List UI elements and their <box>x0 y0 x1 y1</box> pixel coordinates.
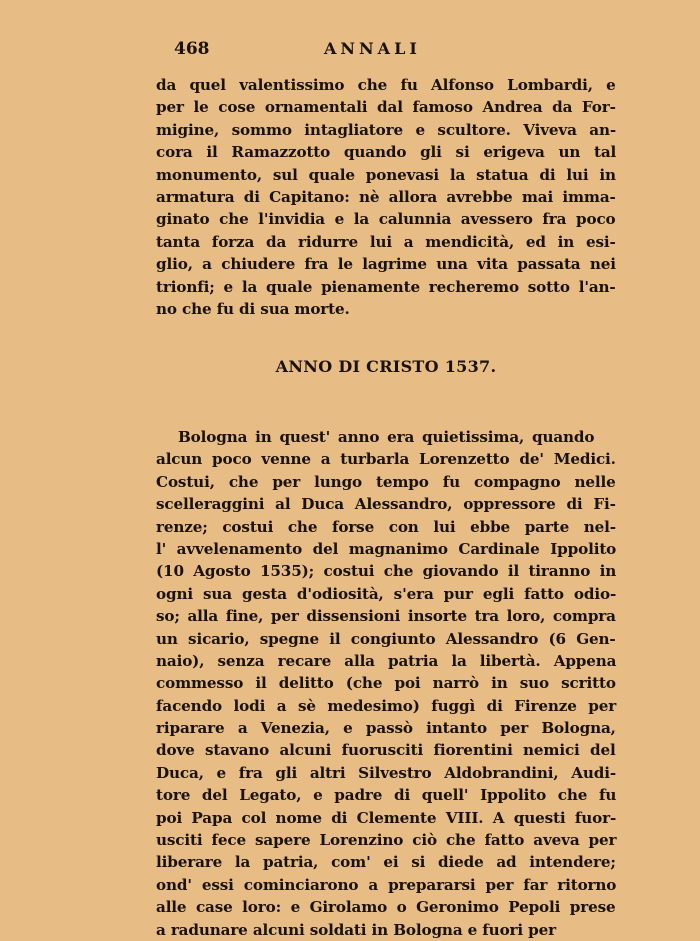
text-line: facendo lodi a sè medesimo) fuggì di Firenze per <box>156 696 617 715</box>
text-line: liberare la patria, com' ei si diede ad intendere; <box>156 853 616 872</box>
text-line: per le cose ornamentali dal famoso Andrea da For- <box>156 98 616 117</box>
text-line: commesso il delitto (che poi narrò in suo scritto <box>156 674 616 693</box>
text-line: ond' essi cominciarono a prepararsi per far ritorno <box>156 875 617 894</box>
text-line: monumento, sul quale ponevasi la statua di lui in <box>156 165 616 184</box>
text-line: Costui, che per lungo tempo fu compagno nelle <box>156 472 616 491</box>
text-line: glio, a chiudere fra le lagrime una vita passata nei <box>156 255 616 274</box>
paragraph-anno-1537 <box>156 426 616 941</box>
text-line: poi Papa col nome di Clemente VIII. A questi fuor- <box>156 808 617 827</box>
text-line: no che fu di sua morte. <box>156 299 350 318</box>
text-line: scelleraggini al Duca Alessandro, oppressore di Fi- <box>156 495 616 514</box>
text-line: usciti fece sapere Lorenzino ciò che fatto aveva per <box>156 831 617 850</box>
text-line: Duca, e fra gli altri Silvestro Aldobrandini, Audi- <box>156 763 617 782</box>
text-line: a radunare alcuni soldati in Bologna e fuori per <box>156 920 557 939</box>
book-page <box>156 38 617 939</box>
running-head: ANNALI <box>324 39 421 58</box>
page-header <box>156 38 616 64</box>
paragraph-continuation <box>156 74 616 320</box>
text-line: alcun poco venne a turbarla Lorenzetto de' Medici. <box>156 450 616 469</box>
text-line: cora il Ramazzotto quando gli si erigeva un tal <box>156 143 617 162</box>
page-number: 468 <box>174 39 210 59</box>
text-line: alle case loro: e Girolamo o Geronimo Pepoli prese <box>156 898 616 917</box>
text-line: Bologna in quest' anno era quietissima, quando <box>178 428 595 446</box>
text-line: ginato che l'invidia e la calunnia avessero fra poco <box>156 210 616 229</box>
text-line: da quel valentissimo che fu Alfonso Lombardi, e <box>156 76 616 94</box>
text-line: tanta forza da ridurre lui a mendicità, ed in esi- <box>156 232 616 251</box>
text-line: armatura di Capitano: nè allora avrebbe mai imma- <box>156 187 616 206</box>
text-line: renze; costui che forse con lui ebbe parte nel- <box>156 517 616 536</box>
text-line: (10 Agosto 1535); costui che giovando il tiranno in <box>156 562 617 581</box>
text-line: un sicario, spegne il congiunto Alessandro (6 Gen- <box>156 629 616 648</box>
text-line: riparare a Venezia, e passò intanto per Bologna, <box>156 719 616 738</box>
text-line: so; alla fine, per dissensioni insorte tra loro, compra <box>156 607 616 626</box>
text-line: l' avvelenamento del magnanimo Cardinale Ippolito <box>156 539 617 558</box>
section-title: ANNO DI CRISTO 1537. <box>275 357 497 376</box>
text-line: trionfi; e la quale pienamente recheremo sotto l'an- <box>156 277 616 296</box>
text-line: dove stavano alcuni fuorusciti fiorentini nemici del <box>156 741 616 760</box>
text-line: naio), senza recare alla patria la libertà. Appena <box>156 651 617 670</box>
text-line: tore del Legato, e padre di quell' Ippolito che fu <box>156 786 617 805</box>
text-line: ogni sua gesta d'odiosità, s'era pur egli fatto odio- <box>156 584 617 603</box>
text-line: migine, sommo intagliatore e scultore. Viveva an- <box>156 120 616 139</box>
